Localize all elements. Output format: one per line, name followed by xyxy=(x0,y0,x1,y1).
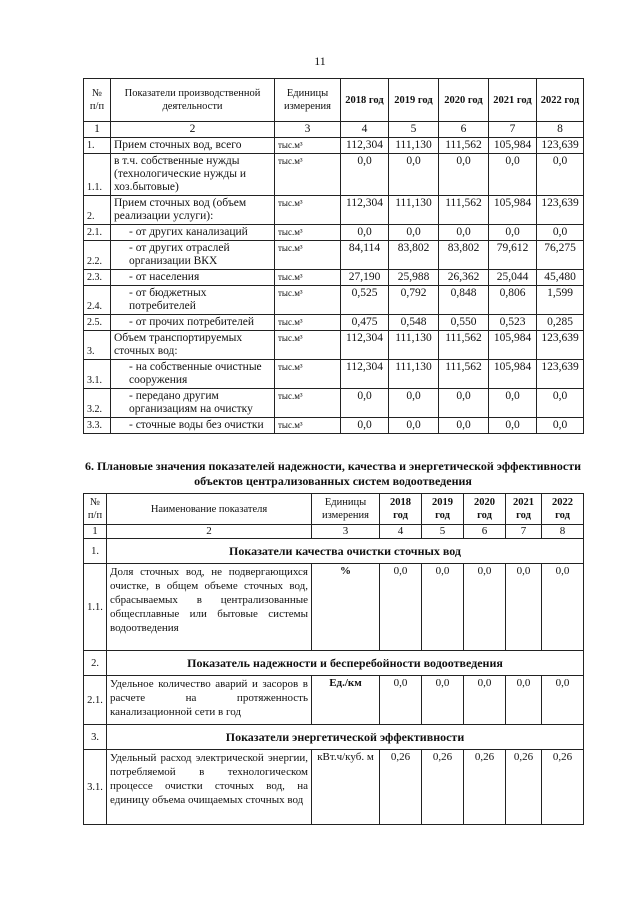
index-cell: 5 xyxy=(422,525,464,539)
row-unit: тыс.м³ xyxy=(275,270,341,286)
row-value: 27,190 xyxy=(341,270,389,286)
row-number: 3.3. xyxy=(84,418,111,434)
row-value: 111,130 xyxy=(389,138,439,154)
row-value: 0,0 xyxy=(489,225,537,241)
section-title: Показатели качества очистки сточных вод xyxy=(107,539,584,564)
row-number: 1.1. xyxy=(84,154,111,196)
index-cell: 2 xyxy=(111,122,275,138)
header-year: 2018 год xyxy=(380,494,422,525)
table-row xyxy=(84,360,584,389)
row-number: 3.2. xyxy=(84,389,111,418)
indicators-table xyxy=(83,493,584,825)
row-number: 1. xyxy=(84,138,111,154)
row-number: 2.2. xyxy=(84,241,111,270)
row-number: 2.1. xyxy=(84,676,107,725)
row-value: 0,523 xyxy=(489,315,537,331)
header-year: 2019 год xyxy=(389,79,439,122)
index-cell: 3 xyxy=(275,122,341,138)
row-value: 0,0 xyxy=(341,154,389,196)
section-row xyxy=(84,651,584,676)
row-unit: тыс.м³ xyxy=(275,138,341,154)
index-cell: 6 xyxy=(464,525,506,539)
row-value: 111,562 xyxy=(439,138,489,154)
row-value: 111,130 xyxy=(389,196,439,225)
row-value: 79,612 xyxy=(489,241,537,270)
section-title: Показатель надежности и бесперебойности водоотведения xyxy=(107,651,584,676)
table-row xyxy=(84,196,584,225)
row-name: в т.ч. собственные нужды (технологические нужды и хоз.бытовые) xyxy=(111,154,275,196)
row-value: 0,0 xyxy=(422,676,464,725)
index-row xyxy=(84,122,584,138)
row-value: 0,0 xyxy=(506,564,542,651)
row-value: 105,984 xyxy=(489,331,537,360)
row-name: - сточные воды без очистки xyxy=(111,418,275,434)
row-value: 123,639 xyxy=(537,331,584,360)
row-name: Доля сточных вод, не подвергающихся очистке, в общем объеме сточных вод, сбрасываемых в централизованные общесплавные или бытовые системы водоотведения xyxy=(107,564,312,651)
row-number: 3. xyxy=(84,331,111,360)
table-row xyxy=(84,241,584,270)
section-title: Показатели энергетической эффективности xyxy=(107,725,584,750)
row-value: 111,130 xyxy=(389,360,439,389)
header-row xyxy=(84,79,584,122)
row-value: 123,639 xyxy=(537,196,584,225)
row-value: 0,0 xyxy=(489,389,537,418)
row-value: 0,0 xyxy=(380,676,422,725)
row-value: 112,304 xyxy=(341,331,389,360)
row-unit: тыс.м³ xyxy=(275,315,341,331)
row-number: 3.1. xyxy=(84,360,111,389)
row-number: 1.1. xyxy=(84,564,107,651)
row-value: 0,792 xyxy=(389,286,439,315)
row-value: 0,548 xyxy=(389,315,439,331)
row-name: - передано другим организациям на очистку xyxy=(111,389,275,418)
row-value: 25,988 xyxy=(389,270,439,286)
row-value: 0,26 xyxy=(506,750,542,825)
row-value: 105,984 xyxy=(489,360,537,389)
index-row xyxy=(84,525,584,539)
section-number: 2. xyxy=(84,651,107,676)
header-num: № п/п xyxy=(84,494,107,525)
index-cell: 7 xyxy=(506,525,542,539)
row-name: - от других канализаций xyxy=(111,225,275,241)
index-cell: 1 xyxy=(84,122,111,138)
row-value: 0,26 xyxy=(422,750,464,825)
table-row xyxy=(84,331,584,360)
row-value: 0,0 xyxy=(464,564,506,651)
row-unit: тыс.м³ xyxy=(275,154,341,196)
row-value: 0,525 xyxy=(341,286,389,315)
row-value: 0,0 xyxy=(537,418,584,434)
index-cell: 6 xyxy=(439,122,489,138)
row-number: 2. xyxy=(84,196,111,225)
production-table xyxy=(83,78,584,434)
row-name: - от населения xyxy=(111,270,275,286)
section-number: 3. xyxy=(84,725,107,750)
table-row xyxy=(84,750,584,825)
row-value: 0,806 xyxy=(489,286,537,315)
row-number: 3.1. xyxy=(84,750,107,825)
row-value: 1,599 xyxy=(537,286,584,315)
row-value: 0,0 xyxy=(439,389,489,418)
table-row xyxy=(84,286,584,315)
row-value: 0,0 xyxy=(537,154,584,196)
header-name: Наименование показателя xyxy=(107,494,312,525)
row-value: 83,802 xyxy=(439,241,489,270)
row-name: - от других отраслей организации ВКХ xyxy=(111,241,275,270)
row-name: Прием сточных вод (объем реализации услуги): xyxy=(111,196,275,225)
row-value: 0,0 xyxy=(341,225,389,241)
page-number: 11 xyxy=(314,54,326,68)
row-value: 0,0 xyxy=(389,418,439,434)
table-row xyxy=(84,418,584,434)
row-value: 0,0 xyxy=(389,225,439,241)
row-value: 0,0 xyxy=(537,389,584,418)
row-value: 0,550 xyxy=(439,315,489,331)
row-value: 0,0 xyxy=(464,676,506,725)
row-value: 111,130 xyxy=(389,331,439,360)
row-unit: тыс.м³ xyxy=(275,331,341,360)
row-value: 0,475 xyxy=(341,315,389,331)
row-value: 111,562 xyxy=(439,331,489,360)
row-value: 0,0 xyxy=(439,154,489,196)
row-number: 2.3. xyxy=(84,270,111,286)
row-unit: % xyxy=(312,564,380,651)
row-value: 112,304 xyxy=(341,138,389,154)
row-value: 84,114 xyxy=(341,241,389,270)
table-row xyxy=(84,225,584,241)
row-value: 0,0 xyxy=(439,225,489,241)
row-value: 0,0 xyxy=(389,389,439,418)
row-value: 0,0 xyxy=(341,389,389,418)
row-value: 0,0 xyxy=(506,676,542,725)
row-unit: тыс.м³ xyxy=(275,196,341,225)
header-year: 2021 год xyxy=(506,494,542,525)
row-value: 112,304 xyxy=(341,196,389,225)
section-row xyxy=(84,539,584,564)
row-unit: Ед./км xyxy=(312,676,380,725)
section-row xyxy=(84,725,584,750)
table-row xyxy=(84,389,584,418)
index-cell: 8 xyxy=(542,525,584,539)
row-unit: тыс.м³ xyxy=(275,418,341,434)
row-value: 0,0 xyxy=(489,154,537,196)
table-row xyxy=(84,154,584,196)
row-value: 105,984 xyxy=(489,138,537,154)
row-name: Удельное количество аварий и засоров в расчете на протяженность канализационной сети в год xyxy=(107,676,312,725)
row-number: 2.4. xyxy=(84,286,111,315)
row-value: 105,984 xyxy=(489,196,537,225)
index-cell: 4 xyxy=(380,525,422,539)
table-row xyxy=(84,564,584,651)
header-unit: Единицы измерения xyxy=(275,79,341,122)
row-number: 2.1. xyxy=(84,225,111,241)
row-value: 0,26 xyxy=(542,750,584,825)
section-6-title: 6. Плановые значения показателей надежности, качества и энергетической эффективности объектов централизованных систем водоотведения xyxy=(84,459,582,488)
header-num: № п/п xyxy=(84,79,111,122)
table-row xyxy=(84,315,584,331)
table-row xyxy=(84,138,584,154)
row-value: 83,802 xyxy=(389,241,439,270)
row-name: - на собственные очистные сооружения xyxy=(111,360,275,389)
index-cell: 8 xyxy=(537,122,584,138)
row-unit: тыс.м³ xyxy=(275,389,341,418)
table-row xyxy=(84,270,584,286)
index-cell: 2 xyxy=(107,525,312,539)
header-year: 2021 год xyxy=(489,79,537,122)
row-name: Удельный расход электрической энергии, потребляемой в технологическом процессе очистки сточных вод, на единицу объема очищаемых сточных вод xyxy=(107,750,312,825)
row-unit: кВт.ч/куб. м xyxy=(312,750,380,825)
row-unit: тыс.м³ xyxy=(275,225,341,241)
header-row xyxy=(84,494,584,525)
row-value: 0,0 xyxy=(439,418,489,434)
index-cell: 3 xyxy=(312,525,380,539)
row-value: 0,0 xyxy=(422,564,464,651)
header-year: 2022 год xyxy=(542,494,584,525)
row-value: 111,562 xyxy=(439,196,489,225)
index-cell: 5 xyxy=(389,122,439,138)
header-year: 2020 год xyxy=(464,494,506,525)
row-name: - от прочих потребителей xyxy=(111,315,275,331)
index-cell: 1 xyxy=(84,525,107,539)
row-name: Прием сточных вод, всего xyxy=(111,138,275,154)
header-unit: Единицы измерения xyxy=(312,494,380,525)
table-row xyxy=(84,676,584,725)
section-number: 1. xyxy=(84,539,107,564)
row-value: 0,848 xyxy=(439,286,489,315)
row-value: 45,480 xyxy=(537,270,584,286)
header-year: 2022 год xyxy=(537,79,584,122)
row-value: 0,0 xyxy=(380,564,422,651)
index-cell: 7 xyxy=(489,122,537,138)
row-value: 0,26 xyxy=(380,750,422,825)
index-cell: 4 xyxy=(341,122,389,138)
row-value: 0,0 xyxy=(542,564,584,651)
row-value: 0,0 xyxy=(489,418,537,434)
row-value: 0,285 xyxy=(537,315,584,331)
row-value: 0,0 xyxy=(542,676,584,725)
row-number: 2.5. xyxy=(84,315,111,331)
row-value: 25,044 xyxy=(489,270,537,286)
row-value: 123,639 xyxy=(537,138,584,154)
header-year: 2020 год xyxy=(439,79,489,122)
row-value: 0,0 xyxy=(389,154,439,196)
row-value: 0,0 xyxy=(537,225,584,241)
row-value: 112,304 xyxy=(341,360,389,389)
header-name: Показатели производственной деятельности xyxy=(111,79,275,122)
row-name: Объем транспортируемых сточных вод: xyxy=(111,331,275,360)
row-value: 111,562 xyxy=(439,360,489,389)
row-unit: тыс.м³ xyxy=(275,286,341,315)
row-name: - от бюджетных потребителей xyxy=(111,286,275,315)
row-value: 0,0 xyxy=(341,418,389,434)
row-value: 76,275 xyxy=(537,241,584,270)
row-value: 0,26 xyxy=(464,750,506,825)
row-unit: тыс.м³ xyxy=(275,360,341,389)
row-value: 26,362 xyxy=(439,270,489,286)
row-value: 123,639 xyxy=(537,360,584,389)
header-year: 2018 год xyxy=(341,79,389,122)
row-unit: тыс.м³ xyxy=(275,241,341,270)
header-year: 2019 год xyxy=(422,494,464,525)
